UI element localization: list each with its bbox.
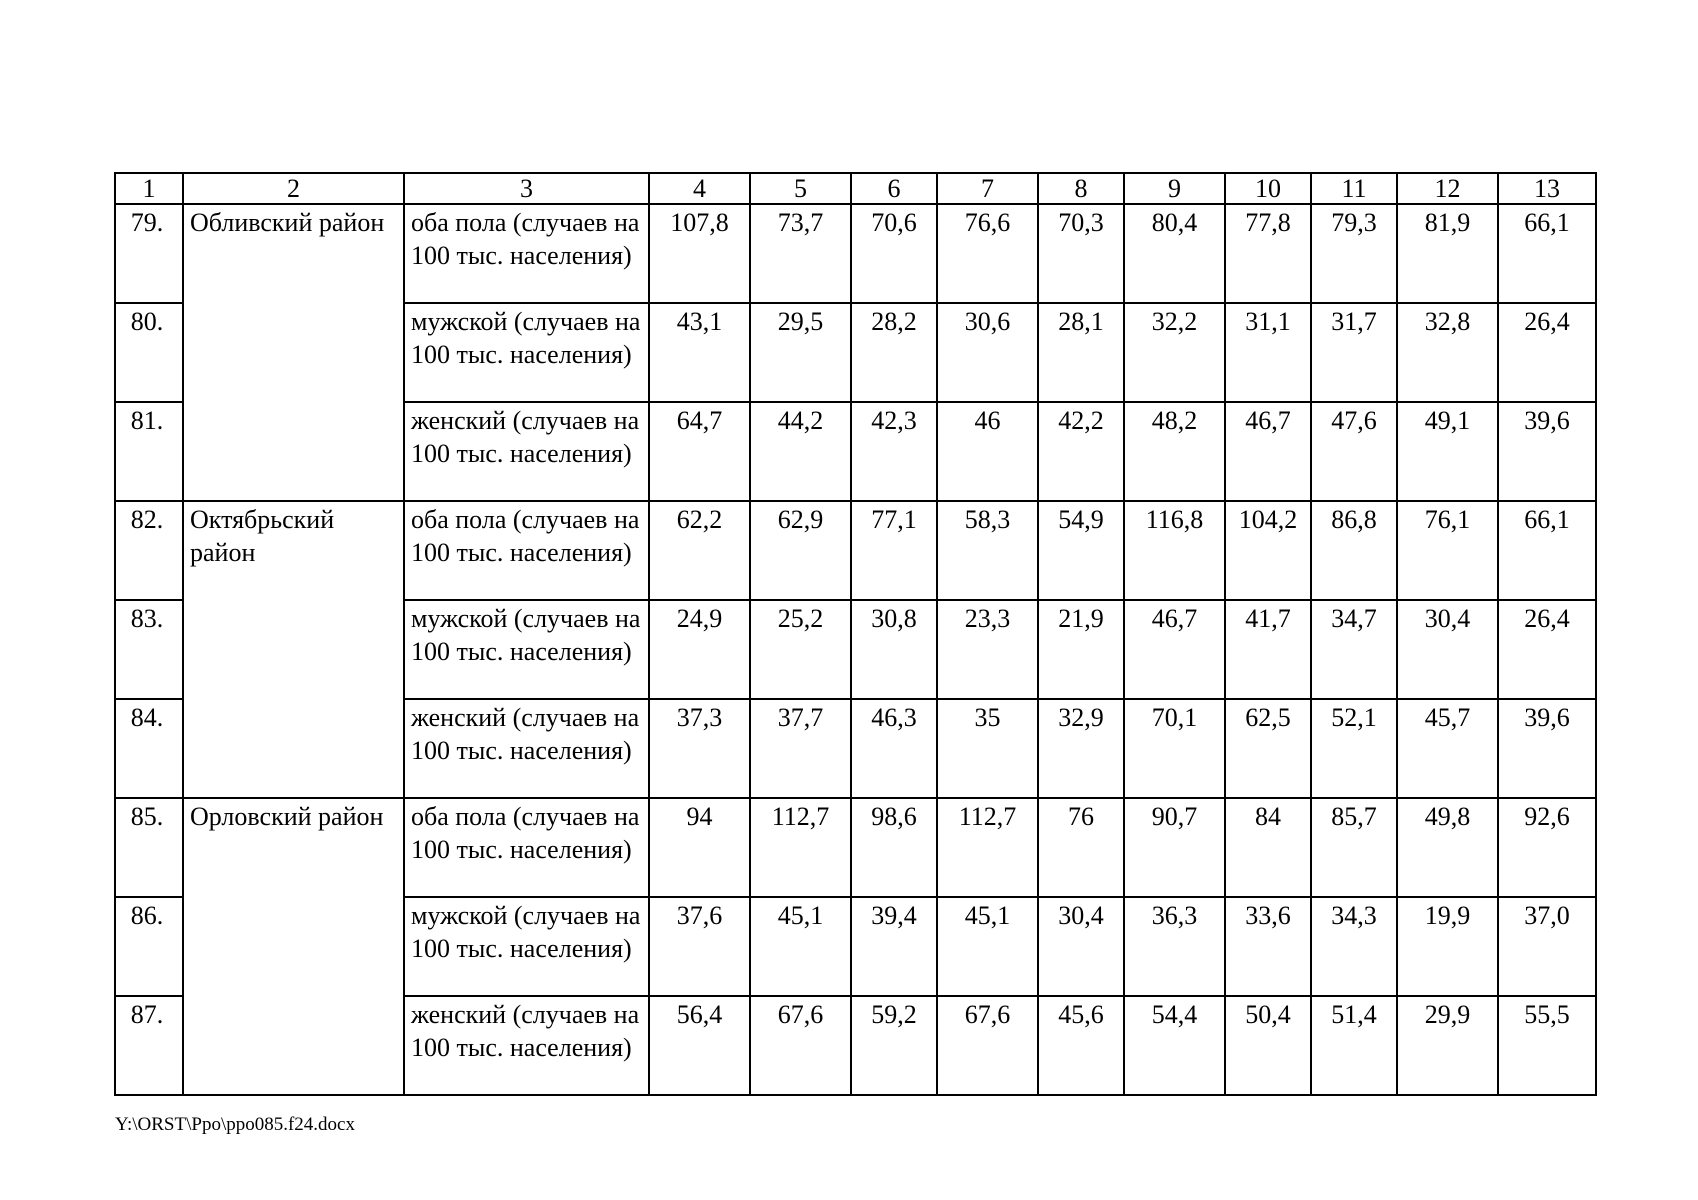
- value-cell: 28,1: [1038, 303, 1124, 402]
- value-cell: 36,3: [1124, 897, 1225, 996]
- column-header-7: 7: [937, 173, 1038, 204]
- value-cell: 76: [1038, 798, 1124, 897]
- row-number: 80.: [115, 303, 183, 402]
- district-name: Орловский район: [183, 798, 404, 1095]
- value-cell: 47,6: [1311, 402, 1397, 501]
- value-cell: 76,6: [937, 204, 1038, 303]
- district-name: Обливский район: [183, 204, 404, 501]
- measure-label: мужской (случаев на 100 тыс. населения): [404, 897, 649, 996]
- value-cell: 30,6: [937, 303, 1038, 402]
- value-cell: 49,8: [1397, 798, 1498, 897]
- column-header-11: 11: [1311, 173, 1397, 204]
- column-header-6: 6: [851, 173, 937, 204]
- value-cell: 86,8: [1311, 501, 1397, 600]
- value-cell: 81,9: [1397, 204, 1498, 303]
- value-cell: 34,3: [1311, 897, 1397, 996]
- value-cell: 30,4: [1038, 897, 1124, 996]
- value-cell: 54,9: [1038, 501, 1124, 600]
- value-cell: 19,9: [1397, 897, 1498, 996]
- value-cell: 39,6: [1498, 699, 1596, 798]
- value-cell: 79,3: [1311, 204, 1397, 303]
- value-cell: 46,7: [1225, 402, 1311, 501]
- value-cell: 26,4: [1498, 600, 1596, 699]
- value-cell: 66,1: [1498, 501, 1596, 600]
- value-cell: 37,6: [649, 897, 750, 996]
- value-cell: 37,0: [1498, 897, 1596, 996]
- row-number: 83.: [115, 600, 183, 699]
- value-cell: 98,6: [851, 798, 937, 897]
- header-row: [115, 173, 1596, 204]
- measure-label: женский (случаев на 100 тыс. населения): [404, 996, 649, 1095]
- value-cell: 84: [1225, 798, 1311, 897]
- value-cell: 56,4: [649, 996, 750, 1095]
- measure-label: оба пола (случаев на 100 тыс. населения): [404, 204, 649, 303]
- column-header-3: 3: [404, 173, 649, 204]
- value-cell: 67,6: [750, 996, 851, 1095]
- value-cell: 37,3: [649, 699, 750, 798]
- row-number: 85.: [115, 798, 183, 897]
- row-number: 81.: [115, 402, 183, 501]
- column-header-13: 13: [1498, 173, 1596, 204]
- value-cell: 85,7: [1311, 798, 1397, 897]
- value-cell: 45,6: [1038, 996, 1124, 1095]
- value-cell: 23,3: [937, 600, 1038, 699]
- row-number: 86.: [115, 897, 183, 996]
- value-cell: 48,2: [1124, 402, 1225, 501]
- value-cell: 70,1: [1124, 699, 1225, 798]
- table-row: [115, 204, 1596, 303]
- value-cell: 31,7: [1311, 303, 1397, 402]
- table-row: [115, 501, 1596, 600]
- value-cell: 58,3: [937, 501, 1038, 600]
- table-row: [115, 798, 1596, 897]
- column-header-8: 8: [1038, 173, 1124, 204]
- value-cell: 107,8: [649, 204, 750, 303]
- value-cell: 116,8: [1124, 501, 1225, 600]
- value-cell: 46,3: [851, 699, 937, 798]
- measure-label: мужской (случаев на 100 тыс. населения): [404, 303, 649, 402]
- value-cell: 28,2: [851, 303, 937, 402]
- value-cell: 34,7: [1311, 600, 1397, 699]
- value-cell: 29,5: [750, 303, 851, 402]
- value-cell: 46: [937, 402, 1038, 501]
- row-number: 79.: [115, 204, 183, 303]
- value-cell: 39,6: [1498, 402, 1596, 501]
- value-cell: 73,7: [750, 204, 851, 303]
- value-cell: 49,1: [1397, 402, 1498, 501]
- value-cell: 94: [649, 798, 750, 897]
- value-cell: 30,8: [851, 600, 937, 699]
- value-cell: 31,1: [1225, 303, 1311, 402]
- measure-label: мужской (случаев на 100 тыс. населения): [404, 600, 649, 699]
- value-cell: 30,4: [1397, 600, 1498, 699]
- value-cell: 55,5: [1498, 996, 1596, 1095]
- value-cell: 37,7: [750, 699, 851, 798]
- value-cell: 54,4: [1124, 996, 1225, 1095]
- measure-label: оба пола (случаев на 100 тыс. населения): [404, 501, 649, 600]
- value-cell: 25,2: [750, 600, 851, 699]
- value-cell: 70,3: [1038, 204, 1124, 303]
- column-header-1: 1: [115, 173, 183, 204]
- value-cell: 64,7: [649, 402, 750, 501]
- column-header-2: 2: [183, 173, 404, 204]
- value-cell: 21,9: [1038, 600, 1124, 699]
- value-cell: 66,1: [1498, 204, 1596, 303]
- value-cell: 45,7: [1397, 699, 1498, 798]
- value-cell: 90,7: [1124, 798, 1225, 897]
- statistics-table: [114, 172, 1597, 1096]
- value-cell: 26,4: [1498, 303, 1596, 402]
- value-cell: 50,4: [1225, 996, 1311, 1095]
- district-name: Октябрьский район: [183, 501, 404, 798]
- row-number: 82.: [115, 501, 183, 600]
- value-cell: 62,9: [750, 501, 851, 600]
- column-header-5: 5: [750, 173, 851, 204]
- value-cell: 51,4: [1311, 996, 1397, 1095]
- value-cell: 112,7: [937, 798, 1038, 897]
- value-cell: 45,1: [750, 897, 851, 996]
- value-cell: 104,2: [1225, 501, 1311, 600]
- value-cell: 33,6: [1225, 897, 1311, 996]
- value-cell: 62,5: [1225, 699, 1311, 798]
- column-header-4: 4: [649, 173, 750, 204]
- value-cell: 24,9: [649, 600, 750, 699]
- value-cell: 41,7: [1225, 600, 1311, 699]
- value-cell: 59,2: [851, 996, 937, 1095]
- measure-label: женский (случаев на 100 тыс. населения): [404, 402, 649, 501]
- row-number: 84.: [115, 699, 183, 798]
- footer-file-path: Y:\ORST\Ppo\ppo085.f24.docx: [115, 1114, 355, 1135]
- value-cell: 80,4: [1124, 204, 1225, 303]
- row-number: 87.: [115, 996, 183, 1095]
- value-cell: 77,8: [1225, 204, 1311, 303]
- measure-label: женский (случаев на 100 тыс. населения): [404, 699, 649, 798]
- column-header-9: 9: [1124, 173, 1225, 204]
- column-header-10: 10: [1225, 173, 1311, 204]
- value-cell: 32,9: [1038, 699, 1124, 798]
- value-cell: 77,1: [851, 501, 937, 600]
- value-cell: 76,1: [1397, 501, 1498, 600]
- value-cell: 92,6: [1498, 798, 1596, 897]
- value-cell: 44,2: [750, 402, 851, 501]
- value-cell: 46,7: [1124, 600, 1225, 699]
- value-cell: 32,2: [1124, 303, 1225, 402]
- value-cell: 32,8: [1397, 303, 1498, 402]
- value-cell: 62,2: [649, 501, 750, 600]
- value-cell: 112,7: [750, 798, 851, 897]
- value-cell: 67,6: [937, 996, 1038, 1095]
- value-cell: 70,6: [851, 204, 937, 303]
- value-cell: 43,1: [649, 303, 750, 402]
- measure-label: оба пола (случаев на 100 тыс. населения): [404, 798, 649, 897]
- value-cell: 29,9: [1397, 996, 1498, 1095]
- value-cell: 42,2: [1038, 402, 1124, 501]
- value-cell: 45,1: [937, 897, 1038, 996]
- column-header-12: 12: [1397, 173, 1498, 204]
- value-cell: 42,3: [851, 402, 937, 501]
- value-cell: 39,4: [851, 897, 937, 996]
- value-cell: 35: [937, 699, 1038, 798]
- value-cell: 52,1: [1311, 699, 1397, 798]
